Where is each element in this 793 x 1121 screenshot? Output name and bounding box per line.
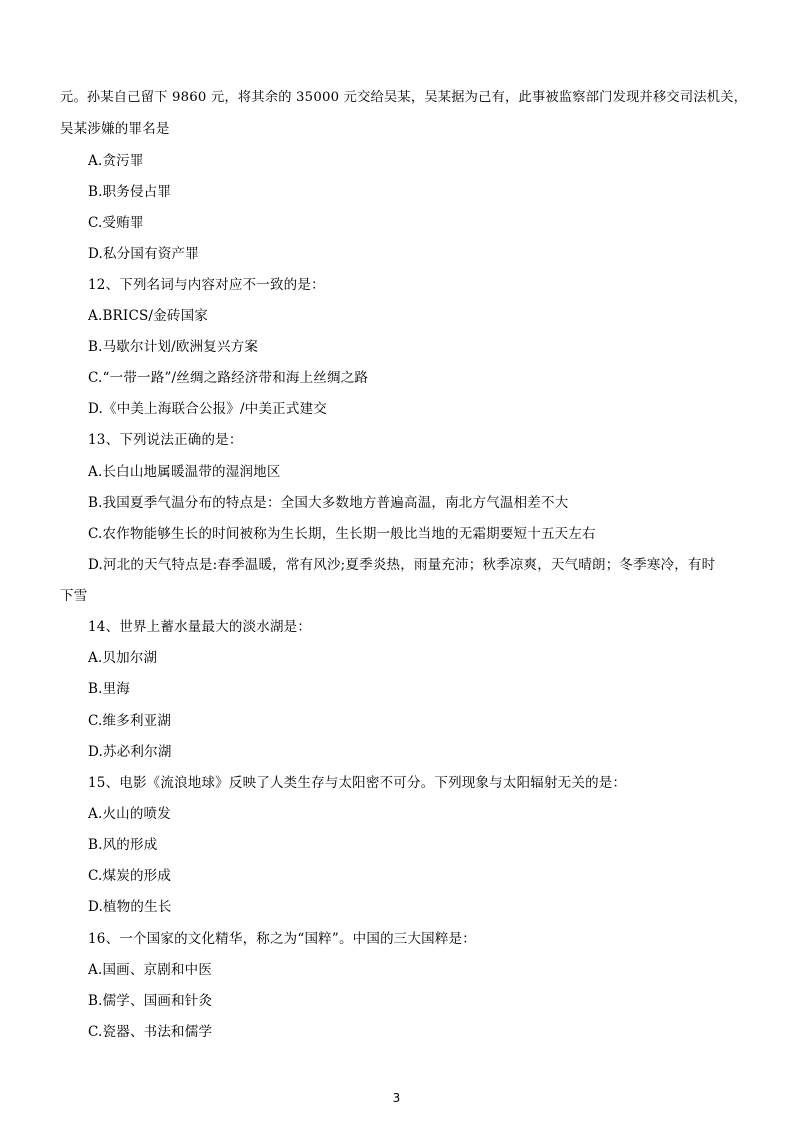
question-11-option-d: D.私分国有资产罪 [88,246,199,262]
question-14-stem: 14、世界上蓄水量最大的淡水湖是： [88,619,312,635]
question-11-stem-end: 吴某涉嫌的罪名是 [60,121,170,137]
question-13-option-a: A.长白山地属暖温带的湿润地区 [88,464,281,480]
question-16-option-b: B.儒学、国画和针灸 [88,993,213,1009]
question-13-stem: 13、下列说法正确的是： [88,432,243,448]
question-11-option-a: A.贪污罪 [88,153,144,169]
question-15-option-b: B.风的形成 [88,837,158,853]
question-16-option-c: C.瓷器、书法和儒学 [88,1024,213,1040]
question-15-option-d: D.植物的生长 [88,899,172,915]
question-15-option-c: C.煤炭的形成 [88,868,172,884]
question-11-option-b: B.职务侵占罪 [88,184,172,200]
question-14-option-d: D.苏必利尔湖 [88,744,172,760]
question-16-option-a: A.国画、京剧和中医 [88,962,213,978]
question-12-option-a: A.BRICS/金砖国家 [88,308,208,324]
question-12-option-c: C.“一带一路”/丝绸之路经济带和海上丝绸之路 [88,370,369,386]
question-14-option-b: B.里海 [88,681,131,697]
question-13-option-d: D.河北的天气特点是:春季温暖，常有风沙;夏季炎热，雨量充沛；秋季凉爽，天气晴朗；冬季寒冷，有时 [88,557,716,573]
question-13-option-d-wrap: 下雪 [60,588,88,604]
question-12-option-d: D.《中美上海联合公报》/中美正式建交 [88,401,327,417]
question-14-option-c: C.维多利亚湖 [88,713,172,729]
question-16-stem: 16、一个国家的文化精华，称之为“国粹”。中国的三大国粹是： [88,931,476,947]
question-11-option-c: C.受贿罪 [88,215,144,231]
question-11-stem-continued: 元。孙某自己留下 9860 元，将其余的 35000 元交给吴某，吴某据为己有，此事被监察部门发现并移交司法机关， [60,90,748,105]
question-13-option-b: B.我国夏季气温分布的特点是：全国大多数地方普遍高温，南北方气温相差不大 [88,495,569,511]
page-number: 3 [392,1091,401,1105]
question-12-option-b: B.马歇尔计划/欧洲复兴方案 [88,339,259,355]
question-15-option-a: A.火山的喷发 [88,806,171,822]
question-12-stem: 12、下列名词与内容对应不一致的是： [88,277,325,293]
question-13-option-c: C.农作物能够生长的时间被称为生长期，生长期一般比当地的无霜期要短十五天左右 [88,526,596,542]
question-15-stem: 15、电影《流浪地球》反映了人类生存与太阳密不可分。下列现象与太阳辐射无关的是： [88,775,627,791]
question-14-option-a: A.贝加尔湖 [88,650,158,666]
